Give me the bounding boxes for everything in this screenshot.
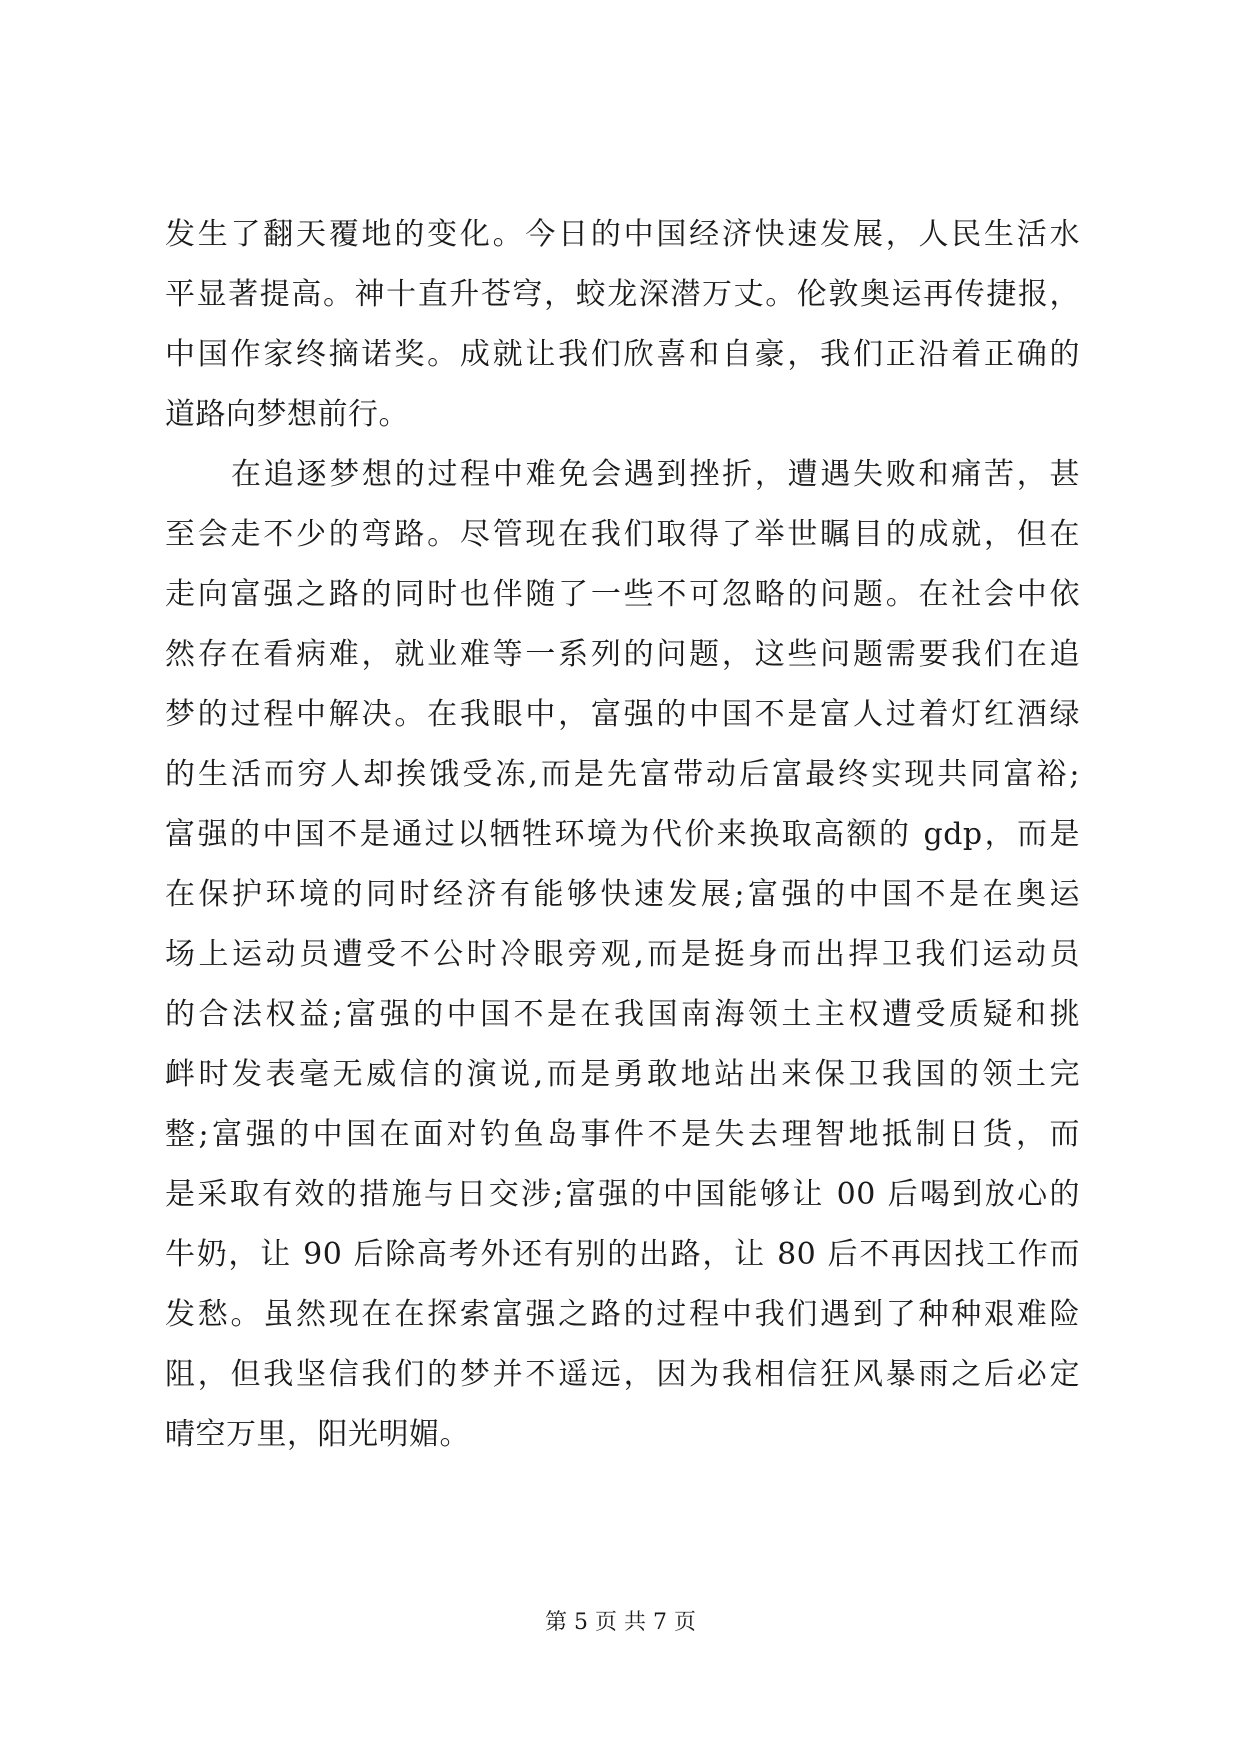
text-line: 走向富强之路的同时也伴随了一些不可忽略的问题。在社会中依 <box>165 577 1080 612</box>
text-line: 的合法权益;富强的中国不是在我国南海领土主权遭受质疑和挑 <box>165 997 1080 1032</box>
text-line: 在保护环境的同时经济有能够快速发展;富强的中国不是在奥运 <box>165 877 1080 912</box>
text-line: 场上运动员遭受不公时冷眼旁观,而是挺身而出捍卫我们运动员 <box>165 937 1080 972</box>
text-line: 整;富强的中国在面对钓鱼岛事件不是失去理智地抵制日货，而 <box>165 1117 1080 1152</box>
text-line: 平显著提高。神十直升苍穹，蛟龙深潜万丈。伦敦奥运再传捷报， <box>165 277 1080 312</box>
text-line: 发愁。虽然现在在探索富强之路的过程中我们遇到了种种艰难险 <box>165 1297 1080 1332</box>
text-line: 晴空万里，阳光明媚。 <box>165 1417 470 1452</box>
text-line: 发生了翻天覆地的变化。今日的中国经济快速发展，人民生活水 <box>165 217 1080 252</box>
text-line: 在追逐梦想的过程中难免会遇到挫折，遭遇失败和痛苦，甚 <box>231 457 1080 492</box>
paragraph-2 <box>165 445 1080 1465</box>
text-line: 梦的过程中解决。在我眼中，富强的中国不是富人过着灯红酒绿 <box>165 697 1080 732</box>
text-line: 牛奶，让 90 后除高考外还有别的出路，让 80 后不再因找工作而 <box>165 1237 1080 1272</box>
paragraph-1 <box>165 205 1080 445</box>
text-line: 阻，但我坚信我们的梦并不遥远，因为我相信狂风暴雨之后必定 <box>165 1357 1080 1392</box>
text-line: 中国作家终摘诺奖。成就让我们欣喜和自豪，我们正沿着正确的 <box>165 337 1080 372</box>
page-footer: 第 5 页 共 7 页 <box>545 1610 696 1635</box>
text-line: 是采取有效的措施与日交涉;富强的中国能够让 00 后喝到放心的 <box>165 1177 1080 1212</box>
text-line: 衅时发表毫无威信的演说,而是勇敢地站出来保卫我国的领土完 <box>165 1057 1080 1092</box>
text-line: 然存在看病难，就业难等一系列的问题，这些问题需要我们在追 <box>165 637 1080 672</box>
text-line: 的生活而穷人却挨饿受冻,而是先富带动后富最终实现共同富裕; <box>165 757 1080 792</box>
text-line: 富强的中国不是通过以牺牲环境为代价来换取高额的 gdp，而是 <box>165 817 1080 852</box>
document-body <box>165 205 1080 1465</box>
text-line: 至会走不少的弯路。尽管现在我们取得了举世瞩目的成就，但在 <box>165 517 1080 552</box>
text-line: 道路向梦想前行。 <box>165 397 409 432</box>
